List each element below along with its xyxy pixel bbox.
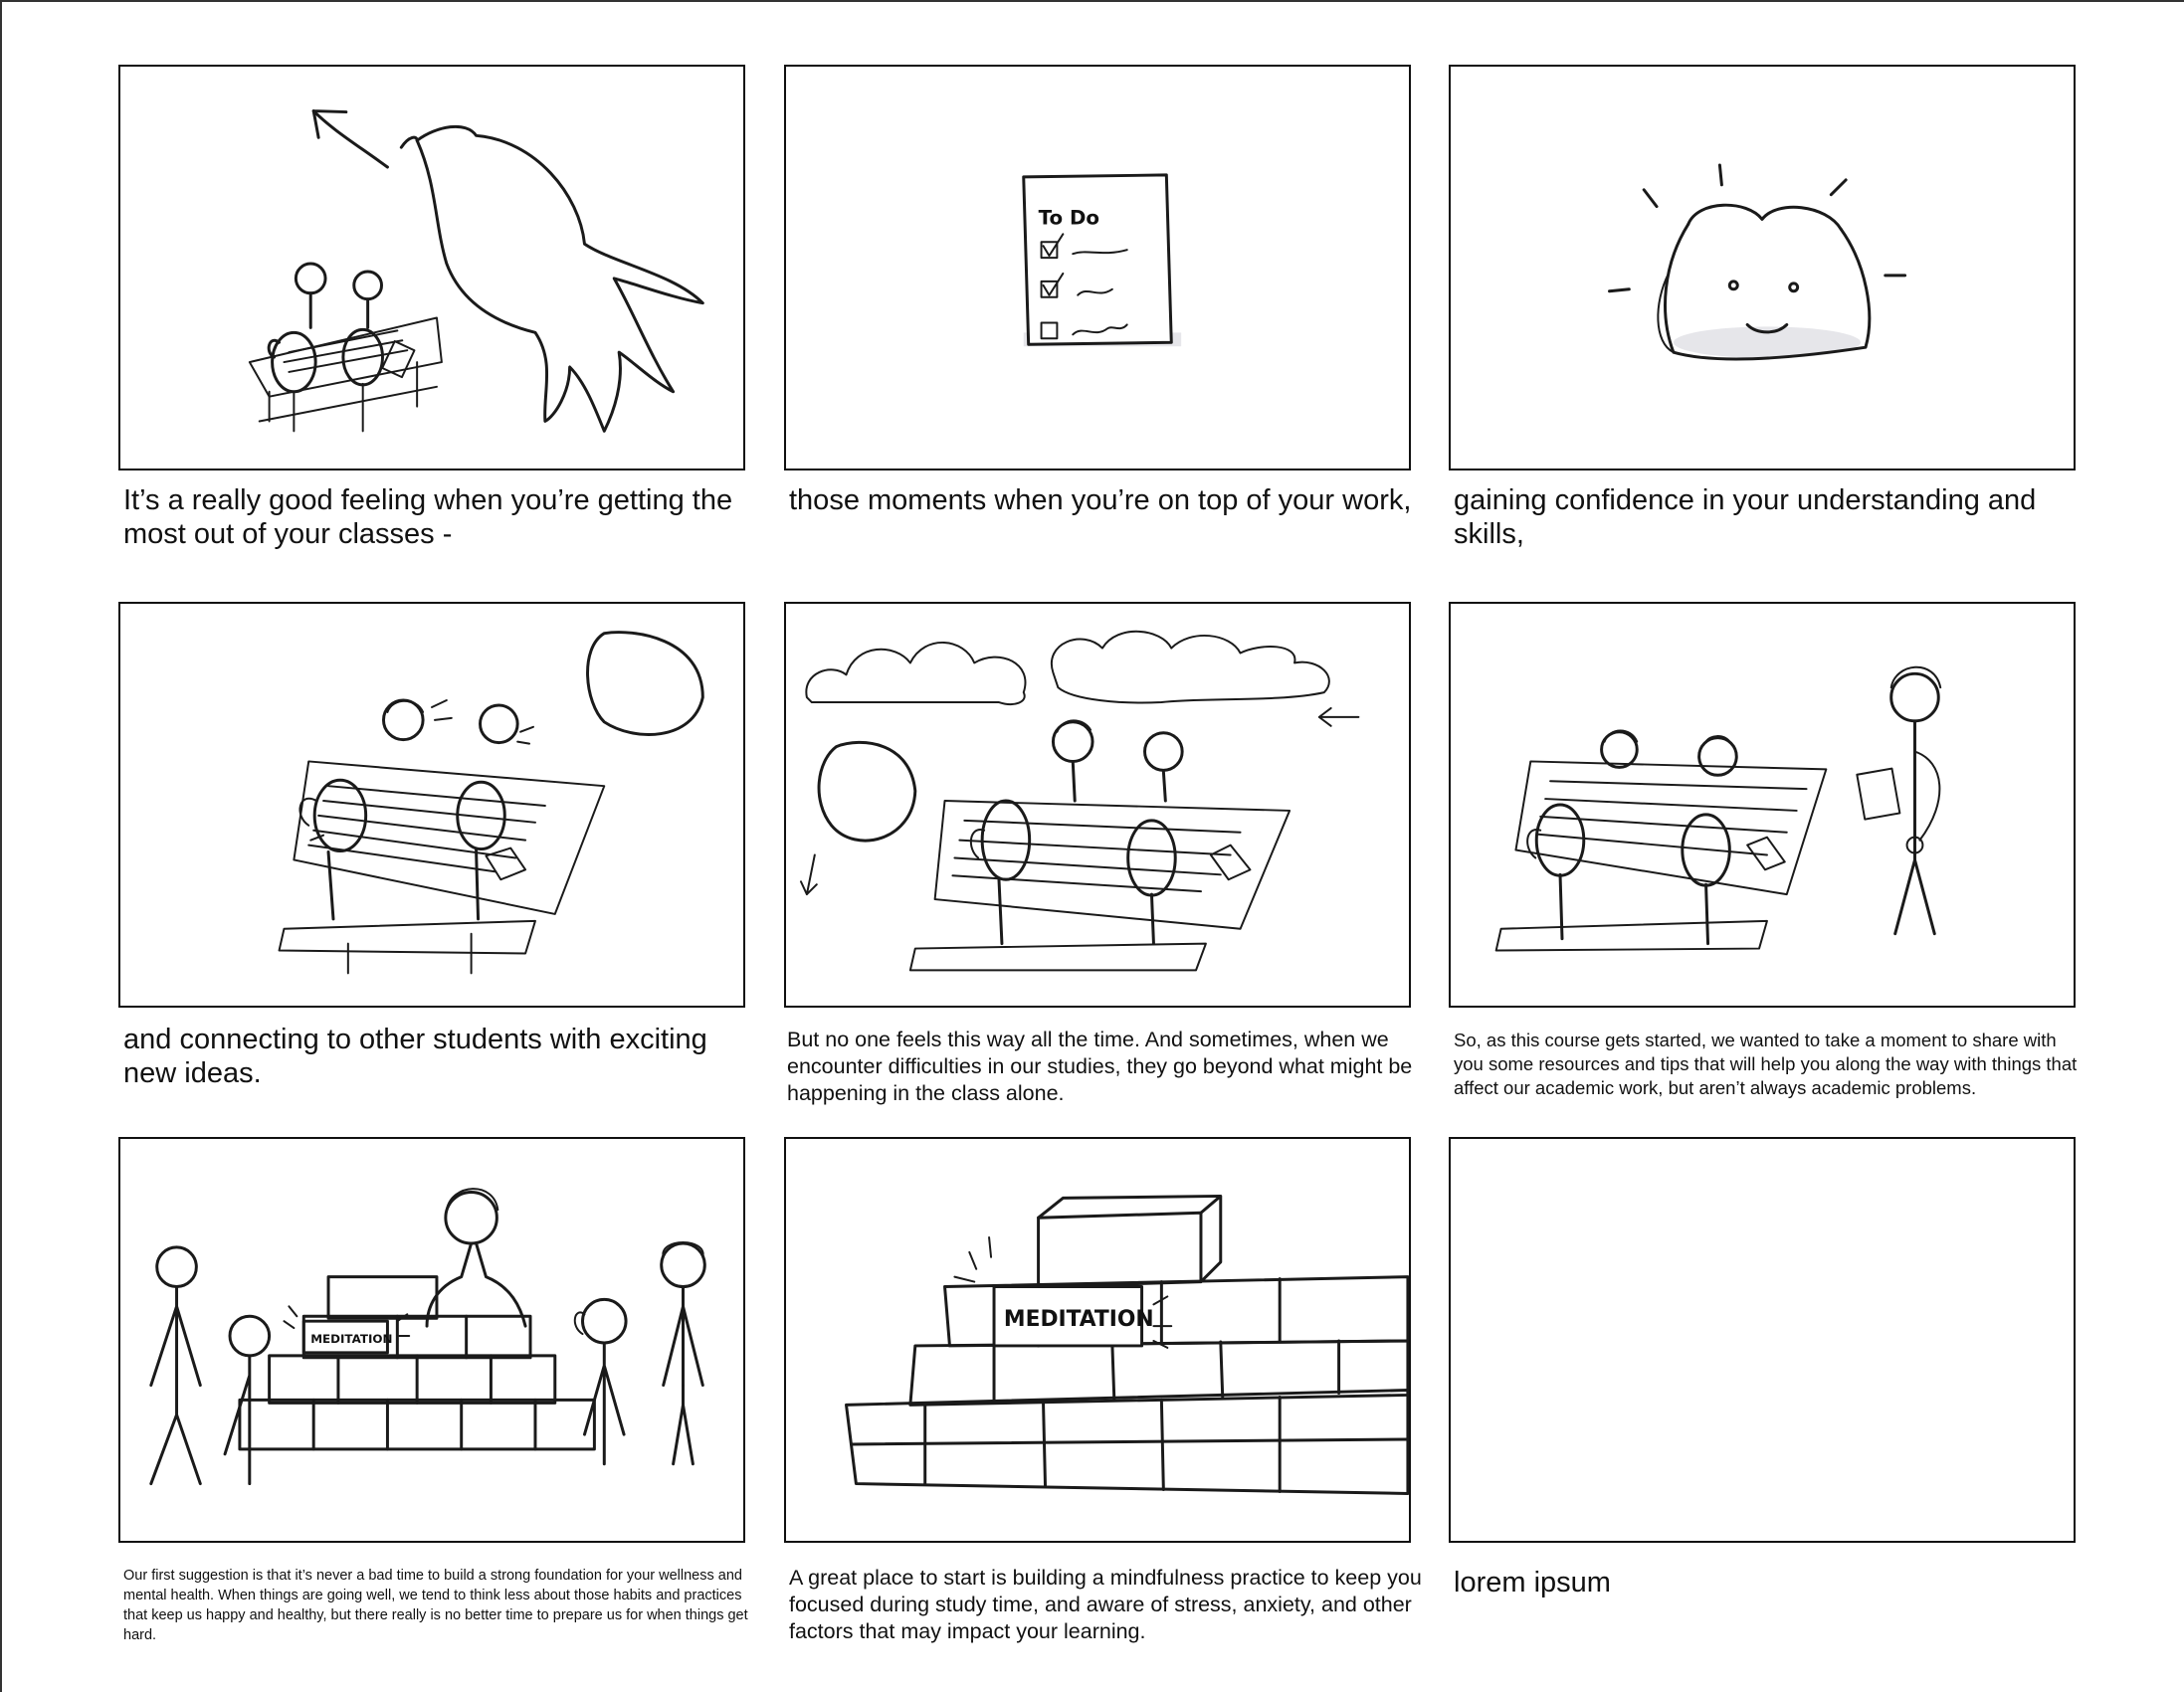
students-with-helper-sketch bbox=[1451, 604, 2074, 1006]
confident-face-sketch bbox=[1451, 67, 2074, 469]
panel-6-caption: So, as this course gets started, we wanted to take a moment to share with you some resources and tips that will help you along the way with things that affect our academic work, but aren’t always academic problems. bbox=[1454, 1030, 2078, 1098]
panel-2-caption: those moments when you’re on top of your work, bbox=[789, 484, 1412, 516]
page-border-left bbox=[0, 0, 2, 1692]
page-border-top bbox=[0, 0, 2184, 2]
classroom-bird-sketch bbox=[120, 67, 743, 469]
panel-4-caption: and connecting to other students with exciting new ideas. bbox=[123, 1024, 707, 1089]
panel-9-caption: lorem ipsum bbox=[1454, 1567, 1611, 1598]
group-building-foundation-sketch bbox=[120, 1139, 743, 1541]
meditation-label-large: MEDITATION bbox=[1003, 1307, 1154, 1333]
storyboard-panel-1 bbox=[118, 65, 745, 470]
meditation-label-small: MEDITATION bbox=[310, 1331, 393, 1346]
todo-list-sketch bbox=[786, 67, 1409, 469]
panel-1-caption: It’s a really good feeling when you’re getting the most out of your classes - bbox=[123, 484, 733, 550]
todo-label: To Do bbox=[1038, 206, 1099, 230]
clouds-sad-students-sketch bbox=[786, 604, 1409, 1006]
panel-7-caption: Our first suggestion is that it’s never a bad time to build a strong foundation for your wellness and mental health. When things are going well, we tend to think less about those habits and practices that keep us happy and healthy, but there really is no better time to prepare us for when things get hard. bbox=[123, 1568, 748, 1643]
meditation-brick-wall-sketch bbox=[786, 1139, 1409, 1541]
students-connecting-sketch bbox=[120, 604, 743, 1006]
storyboard-panel-3 bbox=[1449, 65, 2076, 470]
panel-5-caption: But no one feels this way all the time. And sometimes, when we encounter difficulties in our studies, they go beyond what might be happening in the class alone. bbox=[787, 1028, 1413, 1105]
storyboard-panel-6 bbox=[1449, 602, 2076, 1008]
storyboard-panel-2 bbox=[784, 65, 1411, 470]
panel-3-caption: gaining confidence in your understanding and skills, bbox=[1454, 484, 2037, 550]
storyboard-panel-7 bbox=[118, 1137, 745, 1543]
storyboard-panel-4 bbox=[118, 602, 745, 1008]
storyboard-panel-9 bbox=[1449, 1137, 2076, 1543]
storyboard-panel-5 bbox=[784, 602, 1411, 1008]
storyboard-panel-8 bbox=[784, 1137, 1411, 1543]
panel-8-caption: A great place to start is building a mindfulness practice to keep you focused during study time, and aware of stress, anxiety, and other factors that may impact your learning. bbox=[789, 1566, 1422, 1643]
